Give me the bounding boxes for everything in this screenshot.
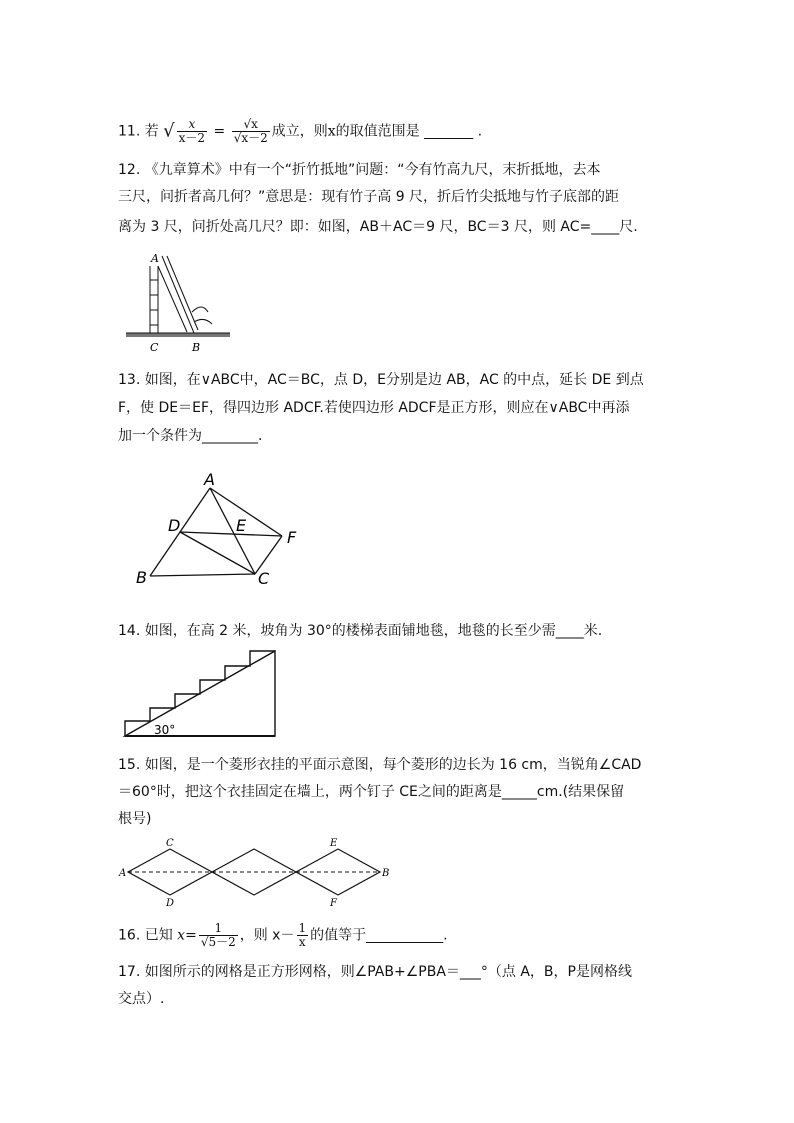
q16-mid: ，则 x－ <box>239 927 295 944</box>
rhombus-hanger-figure <box>118 836 390 908</box>
q16-var: x <box>177 927 186 944</box>
fig13-label-c: C <box>258 569 270 588</box>
fig13-label-a: A <box>204 470 215 489</box>
fig15-label-f: F <box>330 898 337 908</box>
q16-number: 16. <box>118 927 141 944</box>
q11-fraction-left: $\frac{x}{x-2}$ <box>178 117 206 145</box>
q13-line-3: 加一个条件为________. <box>118 428 263 444</box>
fig14-angle-label: 30° <box>154 723 176 737</box>
q17-line-1: 17. 如图所示的网格是正方形网格，则∠PAB+∠PBA＝___°（点 A，B，P是网格线 <box>118 964 632 980</box>
fig13-label-f: F <box>287 528 297 547</box>
q16-fraction-2: $\frac{1}{x}$ <box>298 921 307 949</box>
q11-blank: _______ <box>424 123 474 140</box>
q12-line-1: 12. 《九章算术》中有一个“折竹抵地”问题：“今有竹高九尺，末折抵地，去本 <box>118 162 601 178</box>
q16-fraction-1: $\frac{1}{√5-2}$ <box>200 921 236 949</box>
q13-line-1: 13. 如图，在∨ABC中，AC＝BC，点 D，E分别是边 AB，AC 的中点，延长 DE 到点 <box>118 372 644 388</box>
fig15-label-e: E <box>330 838 338 849</box>
q11-post: 的取值范围是 <box>335 123 420 140</box>
q11-fraction-right: $\frac{√x}{√x-2}$ <box>233 117 268 145</box>
staircase-figure <box>122 648 280 740</box>
fig12-label-a: A <box>151 252 159 265</box>
q14-line-1: 14. 如图，在高 2 米，坡角为 30°的楼梯表面铺地毯，地毯的长至少需____米. <box>118 623 603 639</box>
fig13-label-e: E <box>236 516 247 535</box>
q15-line-3: 根号) <box>118 811 152 827</box>
fig15-label-d: D <box>166 898 175 908</box>
q11-end: . <box>477 123 483 140</box>
fig13-label-b: B <box>136 568 147 587</box>
fig15-label-a: A <box>119 868 127 879</box>
q16-blank: ___________ <box>366 927 444 944</box>
q11-number: 11. <box>118 123 141 140</box>
fig12-label-c: C <box>150 341 159 354</box>
q11-mid: 成立，则 <box>271 123 328 140</box>
q13-line-2: F，使 DE＝EF，得四边形 ADCF.若使四边形 ADCF是正方形，则应在∨ABC中再添 <box>118 400 630 416</box>
q11-var: x <box>327 123 336 140</box>
fig15-label-b: B <box>382 868 390 879</box>
fig12-label-b: B <box>192 341 201 354</box>
q15-line-2: ＝60°时，把这个衣挂固定在墙上，两个钉子 CE之间的距离是_____cm.(结果保留 <box>118 784 625 800</box>
q15-line-1: 15. 如图，是一个菱形衣挂的平面示意图，每个菱形的边长为 16 cm，当锐角∠CAD <box>118 757 642 773</box>
q12-line-3: 离为 3 尺，问折处高几尺？即：如图，AB＋AC＝9 尺，BC＝3 尺，则 AC=____尺. <box>118 219 638 235</box>
q16-post: 的值等于 <box>310 927 367 944</box>
fig15-label-c: C <box>166 838 174 849</box>
question-11 <box>118 118 482 145</box>
q16-pre: 已知 <box>144 927 173 944</box>
q11-radical-left: √ <box>163 120 175 142</box>
q11-equals: = <box>213 123 226 140</box>
fig13-label-d: D <box>168 516 181 535</box>
bamboo-figure <box>122 250 234 355</box>
q16-end: . <box>443 927 448 944</box>
q17-line-2: 交点）. <box>118 991 165 1007</box>
quadrilateral-figure <box>130 468 310 590</box>
q12-line-2: 三尺，问折者高几何？”意思是：现有竹子高 9 尺，折后竹尖抵地与竹子底部的距 <box>118 189 620 205</box>
question-16 <box>118 922 448 949</box>
q16-equals: = <box>185 927 197 944</box>
q11-pre: 若 <box>144 123 159 140</box>
